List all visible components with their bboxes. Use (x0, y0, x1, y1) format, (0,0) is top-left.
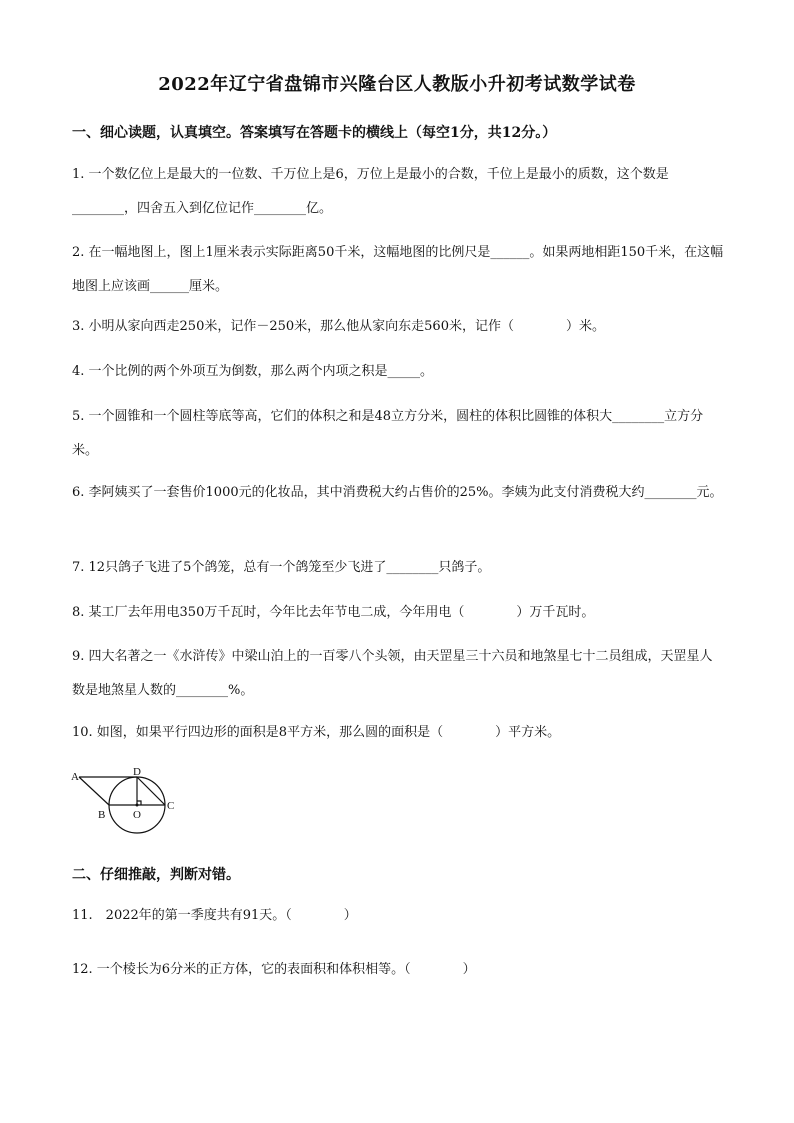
question-2: 2. 在一幅地图上，图上1厘米表示实际距离50千米，这幅地图的比例尺是______。如果两地相距150千米，在这幅地图上应该画______厘米。 (72, 245, 724, 294)
label-A: A (71, 771, 79, 783)
question-11: 11. 2022年的第一季度共有91天。（ ） (72, 908, 357, 923)
section-heading-1: 一、细心读题，认真填空。答案填写在答题卡的横线上（每空1分，共12分。） (72, 125, 557, 141)
question-6: 6. 李阿姨买了一套售价1000元的化妆品，其中消费税大约占售价的25%。李姨为此支付消费税大约________元。 (72, 485, 723, 500)
parallelogram-circle-figure (70, 768, 190, 838)
question-1: 1. 一个数亿位上是最大的一位数、千万位上是6，万位上是最小的合数，千位上是最小的质数，这个数是________，四舍五入到亿位记作________亿。 (72, 167, 669, 216)
page-title: 2022年辽宁省盘锦市兴隆台区人教版小升初考试数学试卷 (158, 74, 636, 95)
center-point (136, 804, 139, 807)
label-D: D (133, 768, 141, 778)
question-5: 5. 一个圆锥和一个圆柱等底等高，它们的体积之和是48立方分米，圆柱的体积比圆锥的体积大________立方分米。 (72, 409, 704, 458)
question-10: 10. 如图，如果平行四边形的面积是8平方米，那么圆的面积是（ ）平方米。 (72, 725, 561, 740)
label-C: C (167, 800, 175, 812)
question-9: 9. 四大名著之一《水浒传》中梁山泊上的一百零八个头领，由天罡星三十六员和地煞星七十二员组成，天罡星人数是地煞星人数的________%。 (72, 649, 713, 698)
question-12: 12. 一个棱长为6分米的正方体，它的表面积和体积相等。（ ） (72, 962, 476, 977)
label-B: B (98, 809, 106, 821)
section-heading-2: 二、仔细推敲，判断对错。 (72, 867, 240, 883)
question-8: 8. 某工厂去年用电350万千瓦时，今年比去年节电二成，今年用电（ ）万千瓦时。 (72, 605, 595, 620)
label-O: O (133, 809, 141, 821)
question-4: 4. 一个比例的两个外项互为倒数，那么两个内项之积是_____。 (72, 364, 434, 379)
question-3: 3. 小明从家向西走250米，记作－250米，那么他从家向东走560米，记作（ ）米。 (72, 319, 605, 334)
segment-AB (79, 777, 109, 805)
question-7: 7. 12只鸽子飞进了5个鸽笼，总有一个鸽笼至少飞进了________只鸽子。 (72, 560, 491, 575)
